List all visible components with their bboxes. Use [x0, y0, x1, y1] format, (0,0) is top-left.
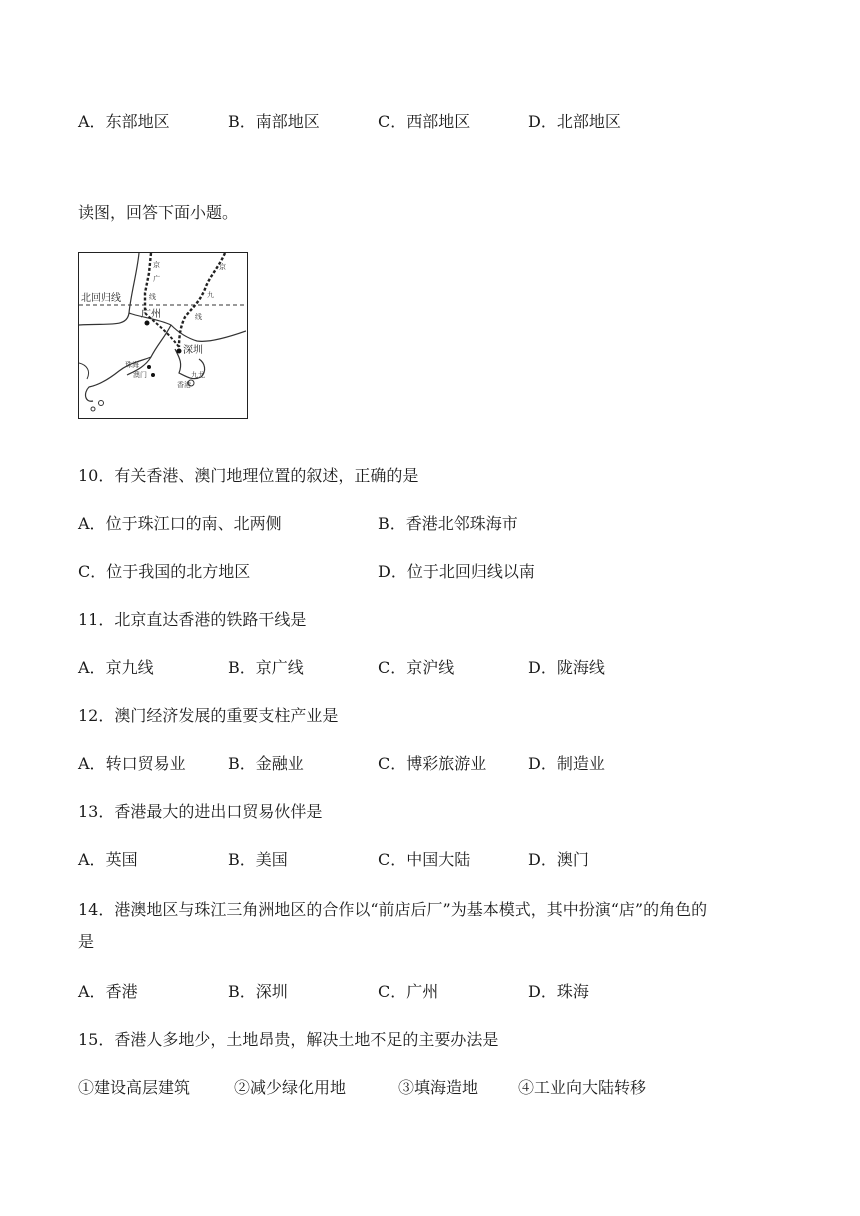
q13-option-a [78, 850, 138, 870]
option-letter: B． [228, 658, 256, 677]
option-letter: B． [228, 754, 256, 773]
q11-stem: 11．北京直达香港的铁路干线是 [78, 610, 307, 629]
option-text: 美国 [255, 850, 288, 869]
option-letter: D． [528, 112, 557, 131]
kowloon-label: 九龙 [191, 371, 205, 379]
q9-option-d [528, 112, 621, 132]
coast-far-west [79, 363, 89, 379]
option-letter: B． [378, 514, 406, 533]
city-macau-dot [151, 373, 155, 377]
q11-option-d [528, 658, 605, 678]
option-letter: C． [378, 982, 407, 1001]
railway-jingguang [145, 253, 151, 313]
option-text: 京九线 [105, 658, 154, 677]
option-text: 京广线 [255, 658, 304, 677]
option-letter: A． [78, 754, 106, 773]
option-letter: D． [528, 850, 557, 869]
macau-label: 澳门 [133, 371, 147, 379]
option-letter: D． [528, 658, 557, 677]
option-text: 香港北邻珠海市 [405, 514, 518, 533]
q12-option-a [78, 754, 186, 774]
q10-option-c [78, 562, 250, 582]
map-svg [79, 253, 246, 417]
zhuhai-label: 珠海 [125, 361, 139, 369]
q9-option-c [378, 112, 470, 132]
option-letter: B． [228, 850, 256, 869]
rail-guang-label: 广 [153, 275, 160, 283]
q9-option-a [78, 112, 170, 132]
q15-choice-2: ②减少绿化用地 [234, 1078, 347, 1097]
q12-option-c [378, 754, 486, 774]
q11-option-a [78, 658, 154, 678]
q13-stem: 13．香港最大的进出口贸易伙伴是 [78, 802, 323, 821]
q12-option-d [528, 754, 605, 774]
option-letter: A． [78, 850, 106, 869]
option-text: 位于北回归线以南 [406, 562, 535, 581]
island-2 [91, 407, 95, 411]
option-text: 金融业 [255, 754, 304, 773]
q12-option-b [228, 754, 304, 774]
option-text: 南部地区 [255, 112, 320, 131]
option-text: 英国 [105, 850, 138, 869]
q14-option-b [228, 982, 288, 1002]
q10-option-d [378, 562, 535, 582]
option-letter: C． [378, 754, 407, 773]
option-text: 深圳 [255, 982, 288, 1001]
q10-option-b [378, 514, 518, 534]
q10-stem: 10．有关香港、澳门地理位置的叙述，正确的是 [78, 466, 419, 485]
option-text: 香港 [105, 982, 138, 1001]
option-letter: B． [228, 982, 256, 1001]
q14-stem-line2: 是 [78, 932, 95, 951]
option-text: 京沪线 [406, 658, 455, 677]
q15-choice-1: ①建设高层建筑 [78, 1078, 191, 1097]
q11-option-b [228, 658, 304, 678]
tropic-label: 北回归线 [81, 293, 121, 304]
option-letter: C． [378, 112, 407, 131]
rail-xian2-label: 线 [195, 313, 202, 321]
q14-option-d [528, 982, 589, 1002]
q14-option-c [378, 982, 438, 1002]
q14-stem-line1: 14．港澳地区与珠江三角洲地区的合作以“前店后厂”为基本模式，其中扮演“店”的角色的 [78, 900, 708, 919]
city-zhuhai-dot [147, 365, 151, 369]
q13-option-b [228, 850, 288, 870]
q13-option-c [378, 850, 470, 870]
city-shenzhen-dot [177, 349, 182, 354]
option-letter: C． [378, 850, 407, 869]
rail-xian-label: 线 [149, 293, 156, 301]
city-guangzhou-dot [145, 321, 150, 326]
q14-option-a [78, 982, 138, 1002]
guangzhou-label: 广州 [141, 309, 161, 320]
option-text: 位于我国的北方地区 [106, 562, 251, 581]
rail-jiu-label: 九 [207, 291, 214, 299]
option-text: 珠海 [556, 982, 589, 1001]
option-text: 制造业 [556, 754, 605, 773]
rail-jing-label: 京 [153, 261, 160, 269]
intro-text: 读图，回答下面小题。 [78, 203, 239, 222]
option-letter: A． [78, 112, 106, 131]
option-letter: B． [228, 112, 256, 131]
option-letter: C． [78, 562, 107, 581]
q15-stem: 15．香港人多地少，土地昂贵，解决土地不足的主要办法是 [78, 1030, 499, 1049]
map-figure [78, 252, 248, 419]
option-text: 澳门 [556, 850, 589, 869]
option-letter: A． [78, 514, 106, 533]
rail-jing2-label: 京 [219, 263, 226, 271]
option-text: 位于珠江口的南、北两侧 [105, 514, 282, 533]
q13-option-d [528, 850, 589, 870]
option-text: 北部地区 [556, 112, 621, 131]
q9-option-b [228, 112, 320, 132]
q15-choice-4: ④工业向大陆转移 [518, 1078, 647, 1097]
option-letter: A． [78, 982, 106, 1001]
option-letter: C． [378, 658, 407, 677]
q12-stem: 12．澳门经济发展的重要支柱产业是 [78, 706, 339, 725]
coast-southwest [86, 357, 151, 401]
q10-option-a [78, 514, 282, 534]
option-letter: A． [78, 658, 106, 677]
option-letter: D． [378, 562, 407, 581]
river-north [79, 253, 139, 325]
hongkong-label: 香港 [177, 381, 191, 389]
shenzhen-label: 深圳 [183, 345, 203, 356]
option-text: 广州 [406, 982, 439, 1001]
q15-choice-3: ③填海造地 [398, 1078, 479, 1097]
q11-option-c [378, 658, 454, 678]
option-text: 西部地区 [406, 112, 471, 131]
option-text: 陇海线 [556, 658, 605, 677]
option-text: 转口贸易业 [105, 754, 186, 773]
option-text: 博彩旅游业 [406, 754, 487, 773]
option-letter: D． [528, 754, 557, 773]
island-1 [99, 401, 104, 406]
option-text: 东部地区 [105, 112, 170, 131]
option-letter: D． [528, 982, 557, 1001]
option-text: 中国大陆 [406, 850, 471, 869]
